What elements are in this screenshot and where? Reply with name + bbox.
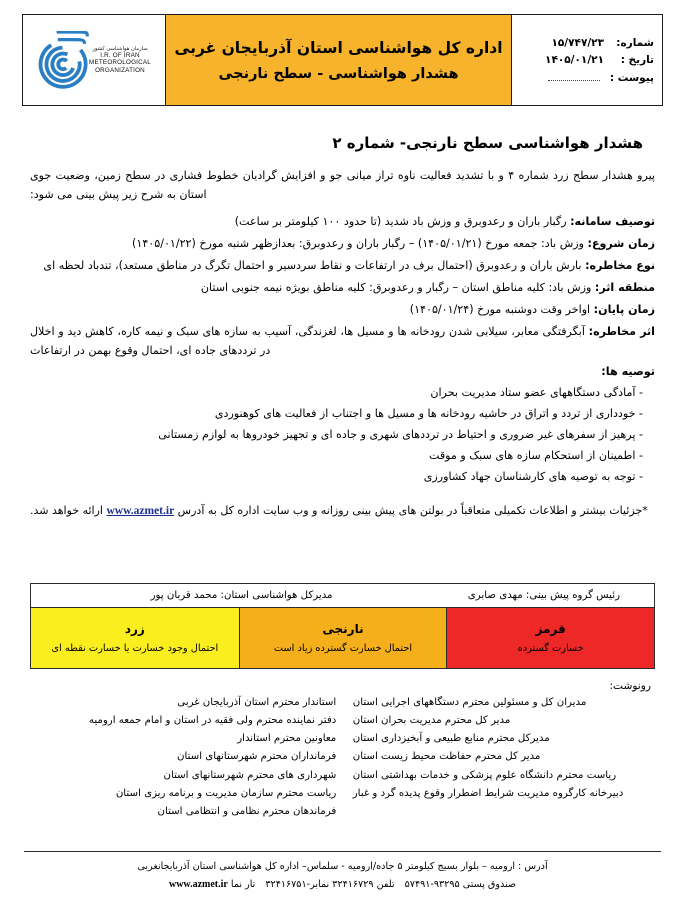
legend-cell-red bbox=[446, 608, 654, 668]
imo-spiral-logo-icon bbox=[35, 31, 89, 89]
legend-level-desc: خسارت گسترده bbox=[517, 643, 584, 654]
header-logo-block bbox=[23, 15, 165, 105]
legend-level-name: نارنجی bbox=[322, 622, 364, 636]
logo-caption-en-1: I.R. OF IRAN bbox=[100, 51, 140, 59]
list-item: معاونین محترم استاندار bbox=[237, 733, 337, 745]
footnote-suffix: ارائه خواهد شد. bbox=[30, 503, 107, 517]
signature-row bbox=[30, 583, 655, 607]
field-label: توصیف سامانه: bbox=[570, 214, 655, 228]
distribution-columns bbox=[30, 694, 655, 821]
list-item: دفتر نماینده محترم ولی فقیه در استان و امام جمعه ارومیه bbox=[88, 715, 337, 727]
postal-value: ۵۷۴۹۱-۹۳۲۹۵ bbox=[404, 878, 460, 890]
document-body bbox=[30, 166, 655, 521]
intro-paragraph: پیرو هشدار سطح زرد شماره ۴ و با تشدید فعالیت ناوه تراز میانی جو و افزایش گرادیان خطوط فشاری در سطح زمین، وضعیت جوی استان به شرح زیر پیش بینی می شود: bbox=[30, 169, 655, 202]
attachment-value bbox=[548, 71, 600, 81]
number-label: شماره: bbox=[616, 36, 654, 49]
list-item: - توجه به توصیه های کارشناسان جهاد کشاورزی bbox=[423, 470, 643, 483]
phone-value: ۳۲۴۱۶۷۲۹ bbox=[332, 878, 374, 890]
page-title: هشدار هواشناسی سطح نارنجی- شماره ۲ bbox=[332, 134, 643, 152]
distribution-column-left bbox=[349, 694, 655, 821]
logo-caption-en-2: METEOROLOGICAL bbox=[89, 59, 151, 67]
header-meta-row-date bbox=[516, 54, 654, 66]
field-label: اثر مخاطره: bbox=[588, 325, 655, 339]
field-label: زمان شروع: bbox=[587, 236, 655, 250]
header-meta-block bbox=[512, 15, 662, 105]
list-item: دبیرخانه کارگروه مدیریت شرایط اضطرار وقوع پدیده گرد و غبار bbox=[352, 787, 624, 799]
legend-level-name: زرد bbox=[124, 622, 145, 636]
field-value: رگبار باران و رعدوبرق و وزش باد شدید (تا حدود ۱۰۰ کیلومتر بر ساعت) bbox=[234, 214, 567, 228]
list-item: - اطمینان از استحکام سازه های سبک و موقت bbox=[428, 448, 643, 462]
footnote bbox=[30, 501, 655, 521]
signature-forecast-chief: رئیس گروه پیش بینی: مهدی صابری bbox=[467, 590, 620, 601]
postal-label: صندوق پستی bbox=[462, 878, 517, 890]
field-hazard-type bbox=[30, 256, 655, 275]
legend-cell-orange bbox=[239, 608, 447, 668]
logo-caption-en-3: ORGANIZATION bbox=[95, 66, 145, 74]
header-title-banner bbox=[165, 15, 512, 105]
field-value: وزش باد: کلیه مناطق استان – رگبار و رعدوبرق: کلیه مناطق بویژه نیمه جنوبی استان bbox=[200, 281, 592, 295]
field-label: زمان پایان: bbox=[593, 303, 655, 317]
list-item: استاندار محترم استان آذربایجان غربی bbox=[177, 697, 337, 708]
logo-caption bbox=[89, 46, 151, 74]
azmet-website-link[interactable]: www.azmet.ir bbox=[106, 504, 175, 517]
list-item: فرماندهان محترم نظامی و انتظامی استان bbox=[157, 805, 337, 817]
legend-level-name: قرمز bbox=[535, 622, 566, 636]
fax-label: نمابر bbox=[310, 878, 330, 890]
list-item: ریاست محترم دانشگاه علوم پزشکی و خدمات بهداشتی استان bbox=[352, 769, 617, 781]
recommendations-heading: توصیه ها: bbox=[601, 365, 655, 379]
date-value: ۱۴۰۵/۰۱/۲۱ bbox=[545, 53, 604, 66]
list-item: مدیران کل و مسئولین محترم دستگاههای اجرایی استان bbox=[352, 697, 587, 708]
website-label: تار نما bbox=[230, 878, 256, 890]
warning-level-title: هشدار هواشناسی - سطح نارنجی bbox=[218, 65, 459, 82]
signature-director-general: مدیرکل هواشناسی استان: محمد قربان پور bbox=[150, 590, 333, 601]
field-start-time bbox=[30, 234, 655, 253]
list-item: شهرداری های محترم شهرستانهای استان bbox=[163, 769, 337, 781]
fax-value: ۳۲۴۱۶۷۵۱ bbox=[265, 878, 307, 890]
list-item: مدیر کل محترم مدیریت بحران استان bbox=[352, 715, 511, 727]
field-system-description bbox=[30, 212, 655, 231]
field-hazard-impact bbox=[30, 322, 655, 360]
footer-address: آدرس : ارومیه – بلوار بسیج کیلومتر ۵ جاده/ارومیه - سلماس– اداره کل هواشناسی استان آذربایجانغربی bbox=[137, 860, 548, 872]
legend-cell-yellow bbox=[31, 608, 239, 668]
header-meta-row-number bbox=[516, 37, 654, 49]
field-end-time bbox=[30, 300, 655, 319]
list-item: مدیر کل محترم حفاظت محیط زیست استان bbox=[352, 751, 541, 763]
legend-level-desc: احتمال خسارت گسترده زیاد است bbox=[273, 643, 413, 654]
footnote-prefix: *جزئیات بیشتر و اطلاعات تکمیلی متعاقباً در بولتن های پیش بینی روزانه و وب سایت اداره کل به آدرس bbox=[174, 503, 648, 517]
field-affected-area bbox=[30, 278, 655, 297]
list-item: - آمادگی دستگاههای عضو ستاد مدیریت بحران bbox=[430, 385, 643, 399]
field-value: بارش باران و رعدوبرق (احتمال برف در ارتفاعات و نقاط سردسیر و احتمال تگرگ در مناطق مستعد)، تندباد لحظه ای bbox=[43, 258, 582, 272]
header-meta-row-attachment bbox=[516, 71, 654, 84]
list-item: - پرهیز از سفرهای غیر ضروری و احتیاط در ترددهای شهری و جاده ای و تجهیز خودروها به لوازم زمستانی bbox=[158, 427, 643, 441]
distribution-column-right bbox=[30, 694, 336, 821]
logo-caption-fa: سازمان هواشناسی کشور bbox=[92, 45, 148, 52]
number-value: ۱۵/۷۴۷/۲۳ bbox=[551, 36, 604, 49]
distribution-section bbox=[30, 680, 655, 821]
list-item: مدیرکل محترم منابع طبیعی و آبخیزداری استان bbox=[352, 733, 550, 745]
list-item: فرمانداران محترم شهرستانهای استان bbox=[177, 751, 337, 763]
field-label: منطقه اثر: bbox=[594, 281, 655, 295]
document-footer bbox=[24, 851, 661, 894]
attachment-label: پیوست : bbox=[609, 71, 654, 84]
legend-level-desc: احتمال وجود خسارت یا خسارت نقطه ای bbox=[51, 643, 219, 654]
severity-legend-table bbox=[30, 607, 655, 669]
field-value: اواخر وقت دوشنبه مورخ (۱۴۰۵/۰۱/۲۴) bbox=[409, 303, 591, 317]
footer-website[interactable]: www.azmet.ir bbox=[168, 878, 228, 890]
phone-label: تلفن bbox=[376, 878, 395, 890]
document-header bbox=[22, 14, 663, 106]
recommendations-list bbox=[30, 384, 655, 487]
list-item: ریاست محترم سازمان مدیریت و برنامه ریزی استان bbox=[115, 787, 337, 799]
field-label: نوع مخاطره: bbox=[585, 258, 655, 272]
footer-contact-line: صندوق پستی ۵۷۴۹۱-۹۳۲۹۵ تلفن ۳۲۴۱۶۷۲۹ نمابر-۳۲۴۱۶۷۵۱ تار نما www.azmet.ir bbox=[24, 876, 661, 895]
field-value: آبگرفتگی معابر، سیلابی شدن رودخانه ها و مسیل ها، لغزندگی، آسیب به سازه های سبک و نیمه کاره، کاهش دید و اخلال در ترددهای جاده ای، احتمال وقوع بهمن در ارتفاعات bbox=[30, 325, 585, 358]
distribution-heading: رونوشت: bbox=[609, 680, 651, 692]
list-item: - خودداری از تردد و اتراق در حاشیه رودخانه ها و مسیل ها و اجتناب از فعالیت های کوهنوردی bbox=[214, 406, 643, 420]
date-label: تاریخ : bbox=[620, 53, 654, 66]
organization-name: اداره کل هواشناسی استان آذربایجان غربی bbox=[174, 38, 503, 57]
field-value: وزش باد: جمعه مورخ (۱۴۰۵/۰۱/۲۱) – رگبار باران و رعدوبرق: بعدازظهر شنبه مورخ (۱۴۰۵/۰۱/۲۲) bbox=[132, 236, 584, 250]
